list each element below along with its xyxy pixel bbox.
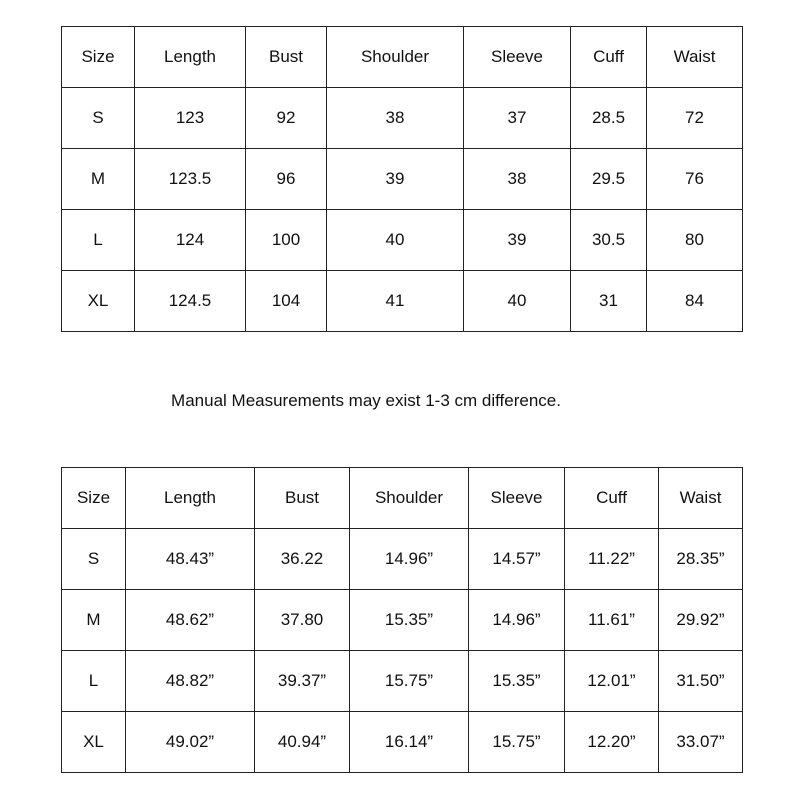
table-cell: 40.94” [255, 712, 350, 773]
table-cell: M [62, 590, 126, 651]
table-row [62, 149, 743, 210]
header-cell-length: Length [126, 468, 255, 529]
header-cell-cuff: Cuff [565, 468, 659, 529]
table-cell: L [62, 651, 126, 712]
table-cell: 28.5 [571, 88, 647, 149]
table-cell: 15.35” [469, 651, 565, 712]
header-cell-shoulder: Shoulder [350, 468, 469, 529]
table-row [62, 651, 743, 712]
table-cell: 12.01” [565, 651, 659, 712]
header-cell-shoulder: Shoulder [327, 27, 464, 88]
table-cell: 15.75” [350, 651, 469, 712]
table-cell: 96 [246, 149, 327, 210]
table-cell: 40 [464, 271, 571, 332]
table-cell: 92 [246, 88, 327, 149]
table-cell: XL [62, 712, 126, 773]
table-cell: 38 [327, 88, 464, 149]
table-row [62, 88, 743, 149]
table-cell: 100 [246, 210, 327, 271]
table-cell: S [62, 529, 126, 590]
table-cell: 124.5 [135, 271, 246, 332]
size-chart-inch-table [61, 467, 743, 773]
table-cell: 15.35” [350, 590, 469, 651]
table-cell: M [62, 149, 135, 210]
table-cell: 29.92” [659, 590, 743, 651]
table-cell: 16.14” [350, 712, 469, 773]
table-cell: 40 [327, 210, 464, 271]
table-cell: 14.96” [469, 590, 565, 651]
header-cell-waist: Waist [647, 27, 743, 88]
header-cell-sleeve: Sleeve [469, 468, 565, 529]
table-cell: 76 [647, 149, 743, 210]
table-cell: 84 [647, 271, 743, 332]
table-cell: 39.37” [255, 651, 350, 712]
table-cell: 39 [327, 149, 464, 210]
header-cell-length: Length [135, 27, 246, 88]
table-cell: 12.20” [565, 712, 659, 773]
table-cell: 104 [246, 271, 327, 332]
table-cell: 38 [464, 149, 571, 210]
table-cell: 124 [135, 210, 246, 271]
table-cell: 123.5 [135, 149, 246, 210]
table-cell: 80 [647, 210, 743, 271]
header-cell-sleeve: Sleeve [464, 27, 571, 88]
table-row [62, 590, 743, 651]
table-cell: 11.22” [565, 529, 659, 590]
table-cell: 48.82” [126, 651, 255, 712]
header-cell-bust: Bust [246, 27, 327, 88]
table-cell: 49.02” [126, 712, 255, 773]
table-cell: 14.57” [469, 529, 565, 590]
table-cell: 123 [135, 88, 246, 149]
table-cell: 37 [464, 88, 571, 149]
table-cell: 14.96” [350, 529, 469, 590]
size-chart-cm-table [61, 26, 743, 332]
table-cell: 30.5 [571, 210, 647, 271]
table-row [62, 712, 743, 773]
table-cell: 41 [327, 271, 464, 332]
header-cell-bust: Bust [255, 468, 350, 529]
header-cell-waist: Waist [659, 468, 743, 529]
table-cell: 33.07” [659, 712, 743, 773]
table-row [62, 271, 743, 332]
table-cell: S [62, 88, 135, 149]
header-cell-size: Size [62, 27, 135, 88]
table-cell: XL [62, 271, 135, 332]
table-cell: 48.62” [126, 590, 255, 651]
table-row [62, 210, 743, 271]
measurement-note: Manual Measurements may exist 1-3 cm difference. [171, 391, 561, 410]
table-cell: 11.61” [565, 590, 659, 651]
table-cell: 48.43” [126, 529, 255, 590]
table-cell: 29.5 [571, 149, 647, 210]
header-cell-size: Size [62, 468, 126, 529]
table-header-row [62, 468, 743, 529]
table-cell: 37.80 [255, 590, 350, 651]
table-cell: 28.35” [659, 529, 743, 590]
table-cell: 72 [647, 88, 743, 149]
table-cell: 31 [571, 271, 647, 332]
header-cell-cuff: Cuff [571, 27, 647, 88]
table-cell: 15.75” [469, 712, 565, 773]
table-row [62, 529, 743, 590]
table-cell: 31.50” [659, 651, 743, 712]
table-header-row [62, 27, 743, 88]
table-cell: 36.22 [255, 529, 350, 590]
table-cell: 39 [464, 210, 571, 271]
table-cell: L [62, 210, 135, 271]
